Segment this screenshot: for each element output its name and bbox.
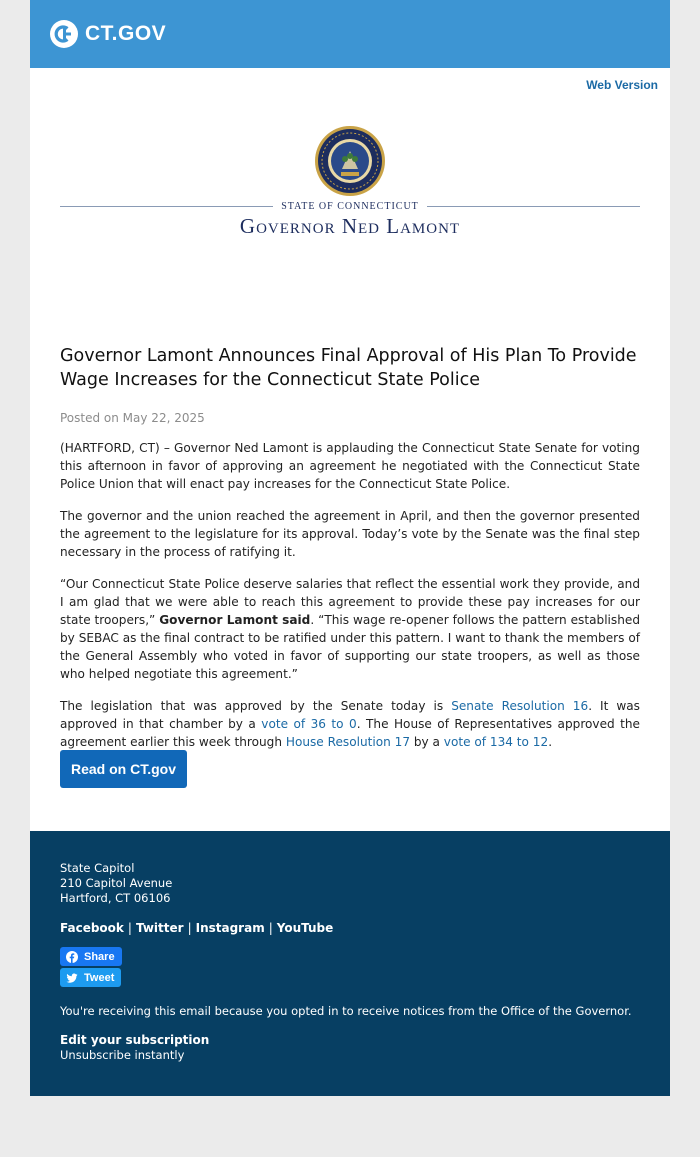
ct-logo-icon: [50, 20, 78, 48]
state-of-connecticut: STATE OF CONNECTICUT: [281, 201, 419, 212]
p4-text-d: by a: [410, 735, 444, 749]
paragraph-1: (HARTFORD, CT) – Governor Ned Lamont is applauding the Connecticut State Senate for voting this afternoon in favor of approving an agreement he negotiated with the Connecticut State Police Union that will enact pay increases for the Connecticut State Police.: [60, 441, 640, 491]
article-headline: Governor Lamont Announces Final Approval of His Plan To Provide Wage Increases for the Connecticut State Police: [60, 346, 637, 390]
social-separator: |: [268, 921, 273, 935]
email-body: [30, 68, 670, 831]
governor-seal-icon: [314, 125, 386, 197]
facebook-link[interactable]: Facebook: [60, 921, 124, 935]
address-line-2: 210 Capitol Avenue: [60, 876, 173, 890]
house-vote-link[interactable]: vote of 134 to 12: [443, 735, 549, 749]
governor-name: Governor Ned Lamont: [239, 214, 461, 238]
address-line-3: Hartford, CT 06106: [60, 891, 171, 905]
banner-rule: [60, 201, 640, 212]
article: [60, 344, 640, 751]
twitter-bird-icon: [66, 972, 78, 984]
seal-wrapper: [30, 125, 670, 197]
ct-gov-logo[interactable]: [50, 20, 166, 48]
edit-subscription-link[interactable]: Edit your subscription: [60, 1033, 210, 1047]
web-version-link[interactable]: Web Version: [586, 78, 658, 92]
twitter-tweet-button[interactable]: [60, 968, 121, 987]
p4-text-c: . The House of Representatives approved the agreement earlier this week through: [60, 717, 640, 749]
footer: [30, 831, 670, 1096]
speaker-attribution: Governor Lamont said: [159, 613, 311, 627]
email-container: [30, 0, 670, 1096]
paragraph-3: [60, 575, 640, 683]
share-label: Share: [84, 950, 115, 963]
tweet-label: Tweet: [84, 971, 115, 984]
governor-banner: [60, 201, 640, 239]
p4-text-a: The legislation that was approved by the Senate today is: [60, 699, 452, 713]
address-line-1: State Capitol: [60, 861, 135, 875]
footer-address: [60, 861, 640, 906]
instagram-link[interactable]: Instagram: [195, 921, 265, 935]
p4-text-e: .: [548, 735, 553, 749]
read-on-ctgov-button[interactable]: Read on CT.gov: [60, 750, 187, 788]
senate-vote-link[interactable]: vote of 36 to 0: [261, 717, 357, 731]
quote-part-1: “Our Connecticut State Police deserve salaries that reflect the essential work they provide, and I am glad that we were able to reach this agreement to provide these pay increases for our state troopers,”: [60, 577, 640, 627]
youtube-link[interactable]: YouTube: [276, 921, 334, 935]
social-separator: |: [187, 921, 192, 935]
social-links: [60, 921, 640, 935]
ct-logo-text: CT.GOV: [85, 22, 167, 45]
facebook-share-button[interactable]: [60, 947, 122, 966]
header-bar: [30, 0, 670, 68]
paragraph-4: [60, 697, 640, 751]
quote-part-2: . “This wage re-opener follows the pattern established by SEBAC as the final contract to be ratified under this pattern. I want to thank the members of the General Assembly who voted in favor of supporting our state troopers, as well as those who helped negotiate this agreement.”: [60, 613, 640, 681]
facebook-icon: [66, 951, 78, 963]
banner-line-left: [60, 206, 273, 207]
unsubscribe-link[interactable]: Unsubscribe instantly: [60, 1048, 185, 1062]
paragraph-2: The governor and the union reached the agreement in April, and then the governor presented the agreement to the legislature for its approval. Today’s vote by the Senate was the final step necessary in the process of ratifying it.: [60, 509, 640, 559]
subscription-notice: You're receiving this email because you opted in to receive notices from the Office of the Governor.: [60, 1004, 632, 1018]
twitter-link[interactable]: Twitter: [135, 921, 184, 935]
banner-line-right: [427, 206, 640, 207]
p4-text-b: . It was approved in that chamber by a: [60, 699, 640, 731]
share-buttons: [60, 947, 640, 987]
social-separator: |: [127, 921, 132, 935]
house-resolution-link[interactable]: House Resolution 17: [285, 735, 411, 749]
senate-resolution-link[interactable]: Senate Resolution 16: [451, 699, 589, 713]
posted-date: Posted on May 22, 2025: [60, 411, 205, 425]
